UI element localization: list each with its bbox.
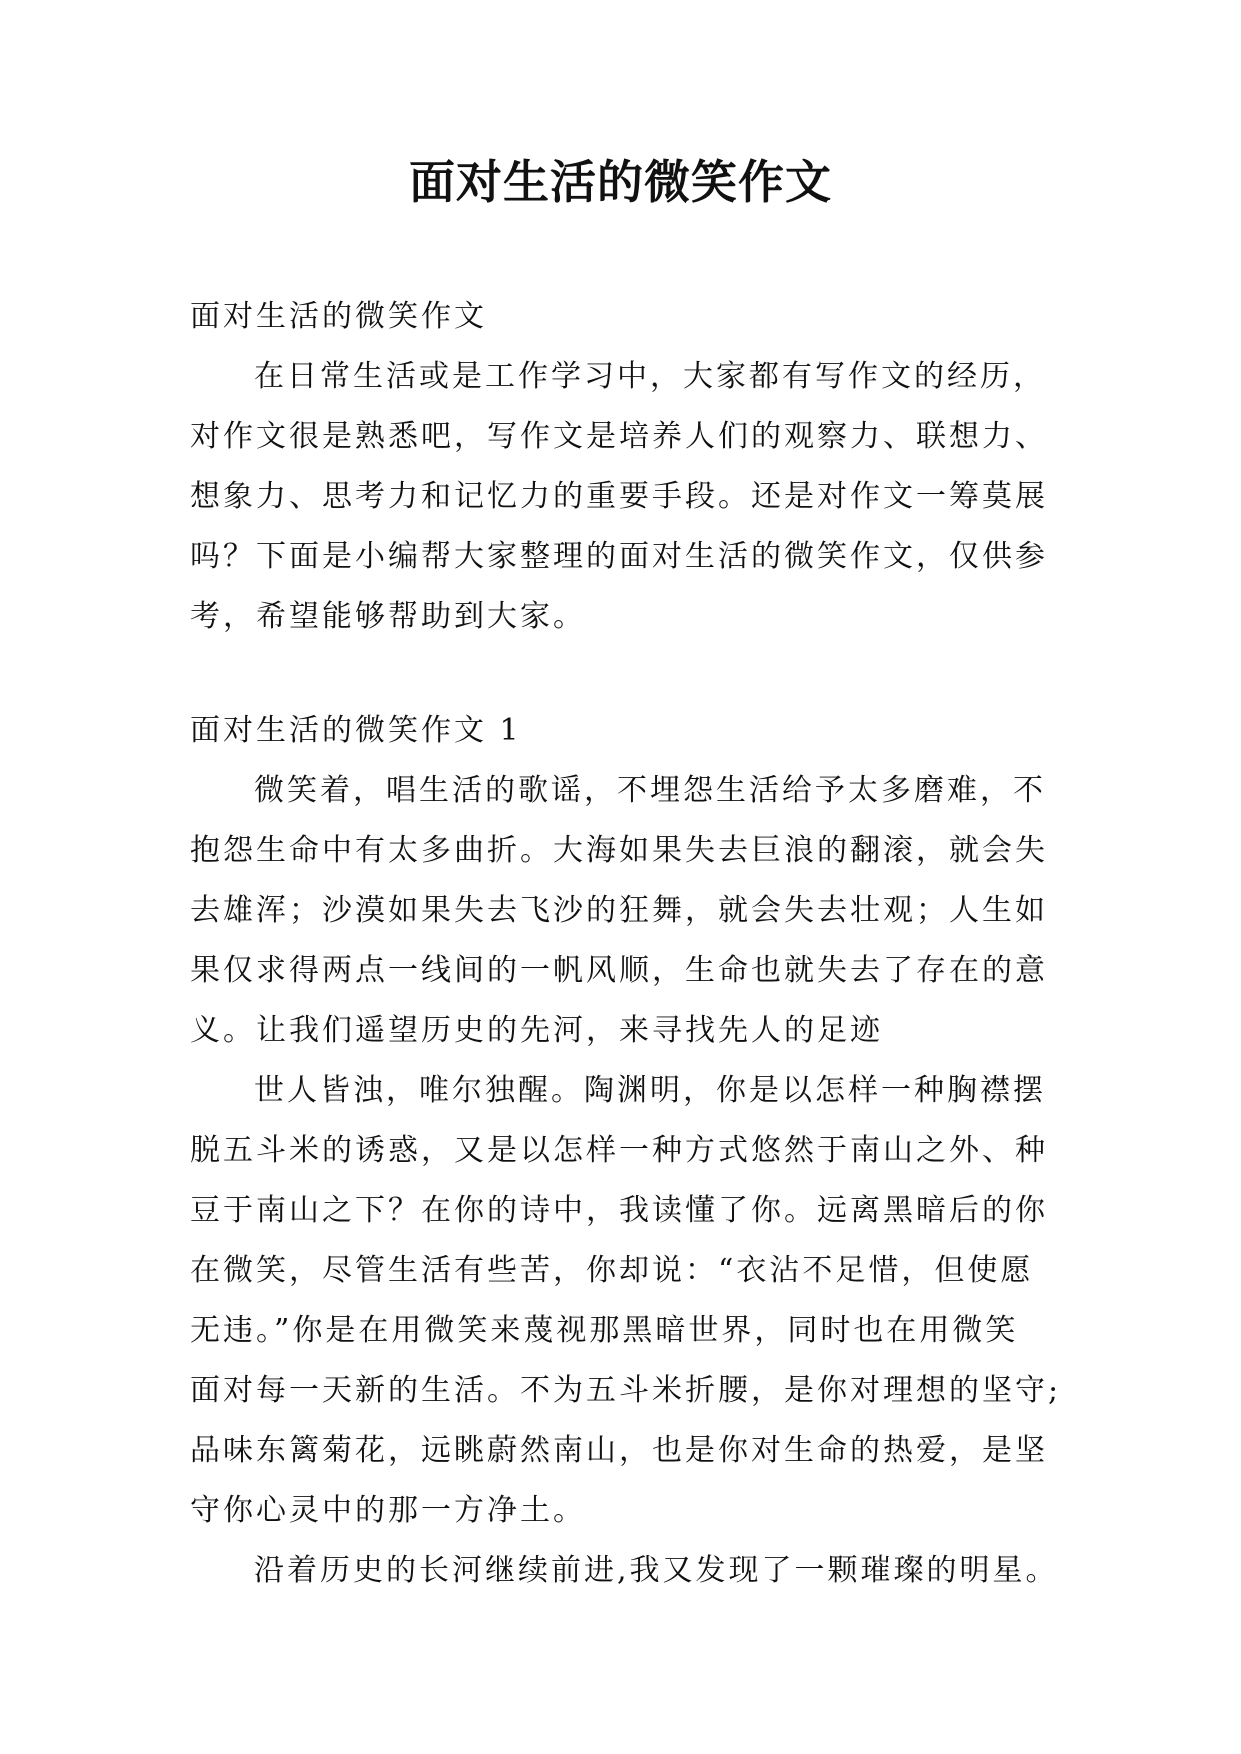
section-1-paragraph-2-line: 在微笑，尽管生活有些苦，你却说：“衣沾不足惜，但使愿 <box>190 1253 1034 1288</box>
section-1-paragraph-1-line: 果仅求得两点一线间的一帆风顺，生命也就失去了存在的意 <box>190 953 1048 988</box>
section-1-paragraph-1-line: 去雄浑；沙漠如果失去飞沙的狂舞，就会失去壮观；人生如 <box>190 893 1048 928</box>
section-1-paragraph-2-line: 守你心灵中的那一方净土。 <box>190 1493 586 1528</box>
section-1-paragraph-1-line: 微笑着，唱生活的歌谣，不埋怨生活给予太多磨难，不 <box>254 773 1046 808</box>
section-1-paragraph-2-line: 脱五斗米的诱惑，又是以怎样一种方式悠然于南山之外、种 <box>190 1133 1048 1168</box>
section-1-paragraph-1-line: 义。让我们遥望历史的先河，来寻找先人的足迹 <box>190 1013 883 1048</box>
section-spacer <box>190 647 1060 701</box>
intro-paragraph-line: 在日常生活或是工作学习中，大家都有写作文的经历， <box>254 359 1046 394</box>
section-1-paragraph-2-line: 面对每一天新的生活。不为五斗米折腰，是你对理想的坚守; <box>190 1373 1062 1408</box>
section-1-paragraph-2-line: 豆于南山之下？在你的诗中，我读懂了你。远离黑暗后的你 <box>190 1193 1048 1228</box>
intro-paragraph-line: 吗？下面是小编帮大家整理的面对生活的微笑作文，仅供参 <box>190 539 1048 574</box>
section-1-paragraph-2-line: 品味东篱菊花，远眺蔚然南山，也是你对生命的热爱，是坚 <box>190 1433 1048 1468</box>
section-1-paragraph-2-line: 无违。”你是在用微笑来蔑视那黑暗世界，同时也在用微笑 <box>190 1313 1019 1348</box>
intro-paragraph-line: 想象力、思考力和记忆力的重要手段。还是对作文一筹莫展 <box>190 479 1048 514</box>
intro-paragraph-line: 对作文很是熟悉吧，写作文是培养人们的观察力、联想力、 <box>190 419 1048 454</box>
section-1-heading: 面对生活的微笑作文 1 <box>190 713 522 748</box>
document-body <box>190 287 1060 1601</box>
intro-paragraph-line: 考，希望能够帮助到大家。 <box>190 599 586 634</box>
intro-heading: 面对生活的微笑作文 <box>190 299 487 334</box>
page-title: 面对生活的微笑作文 <box>409 155 832 209</box>
section-1-paragraph-1-line: 抱怨生命中有太多曲折。大海如果失去巨浪的翻滚，就会失 <box>190 833 1048 868</box>
section-1-paragraph-2-line: 世人皆浊，唯尔独醒。陶渊明，你是以怎样一种胸襟摆 <box>254 1073 1046 1108</box>
section-1-paragraph-3-line: 沿着历史的长河继续前进,我又发现了一颗璀璨的明星。 <box>254 1553 1059 1588</box>
